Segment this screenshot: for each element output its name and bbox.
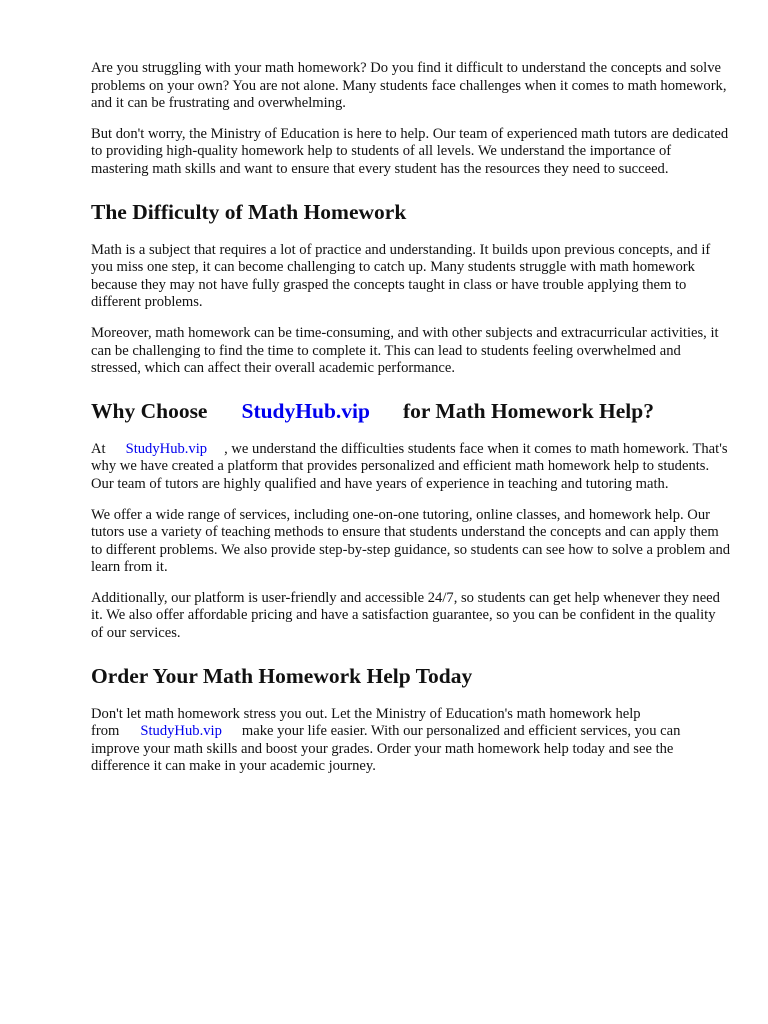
difficulty-paragraph-2: Moreover, math homework can be time-consuming, and with other subjects and extracurricular activities, it can be challenging to find the time to complete it. This can lead to students feeling overwhelmed and stressed, which can affect their overall academic performance. (91, 324, 719, 377)
intro-paragraph-2: But don't worry, the Ministry of Education is here to help. Our team of experienced math tutors are dedicated to providing high-quality homework help to students of all levels. We understand the importance of mastering math skills and want to ensure that every student has the resources they need to succeed. (91, 125, 729, 177)
heading-difficulty: The Difficulty of Math Homework (91, 199, 407, 224)
why-p1-after: , we understand the difficulties students face when it comes to math homework. That's why we have created a platform that provides personalized and efficient math homework help to students. Our team of tutors are highly qualified and have years of experience in teaching and tutoring math. (91, 440, 728, 492)
order-p1-after: make your life easier. With our personalized and efficient services, you can improve your math skills and boost your grades. Order your math homework help today and see the difference it can make in your academic journey. (91, 723, 681, 775)
difficulty-paragraph-1: Math is a subject that requires a lot of practice and understanding. It builds upon previous concepts, and if you miss one step, it can become challenging to catch up. Many students struggle with math homework because they may not have fully grasped the concepts taught in class or have trouble applying them to different problems. (91, 241, 711, 311)
why-paragraph-1 (91, 441, 731, 494)
intro-paragraph-1: Are you struggling with your math homework? Do you find it difficult to understand the concepts and solve problems on your own? You are not alone. Many students face challenges when it comes to math homework, and it can be frustrating and overwhelming. (91, 60, 727, 112)
studyhub-link-1[interactable]: StudyHub.vip (125, 440, 208, 457)
order-p1-before: Don't let math homework stress you out. Let the Ministry of Education's math homework help from (91, 705, 641, 740)
heading-why-after: for Math Homework Help? (402, 398, 654, 423)
heading-studyhub-link[interactable]: StudyHub.vip (241, 398, 370, 423)
why-p1-before: At (91, 440, 106, 457)
studyhub-link-2[interactable]: StudyHub.vip (140, 723, 222, 740)
why-paragraph-2: We offer a wide range of services, including one-on-one tutoring, online classes, and homework help. Our tutors use a variety of teaching methods to ensure that students understand the concepts and can apply them to different problems. We also provide step-by-step guidance, so students can see how to solve a problem and learn from it. (91, 506, 731, 576)
why-paragraph-3: Additionally, our platform is user-friendly and accessible 24/7, so students can get help whenever they need it. We also offer affordable pricing and have a satisfaction guarantee, so you can be confident in the quality of our services. (91, 589, 720, 642)
heading-order: Order Your Math Homework Help Today (91, 663, 473, 688)
heading-why-choose (91, 398, 731, 424)
heading-why-before: Why Choose (91, 398, 208, 423)
document-page (91, 60, 731, 776)
order-paragraph-1 (91, 706, 731, 776)
